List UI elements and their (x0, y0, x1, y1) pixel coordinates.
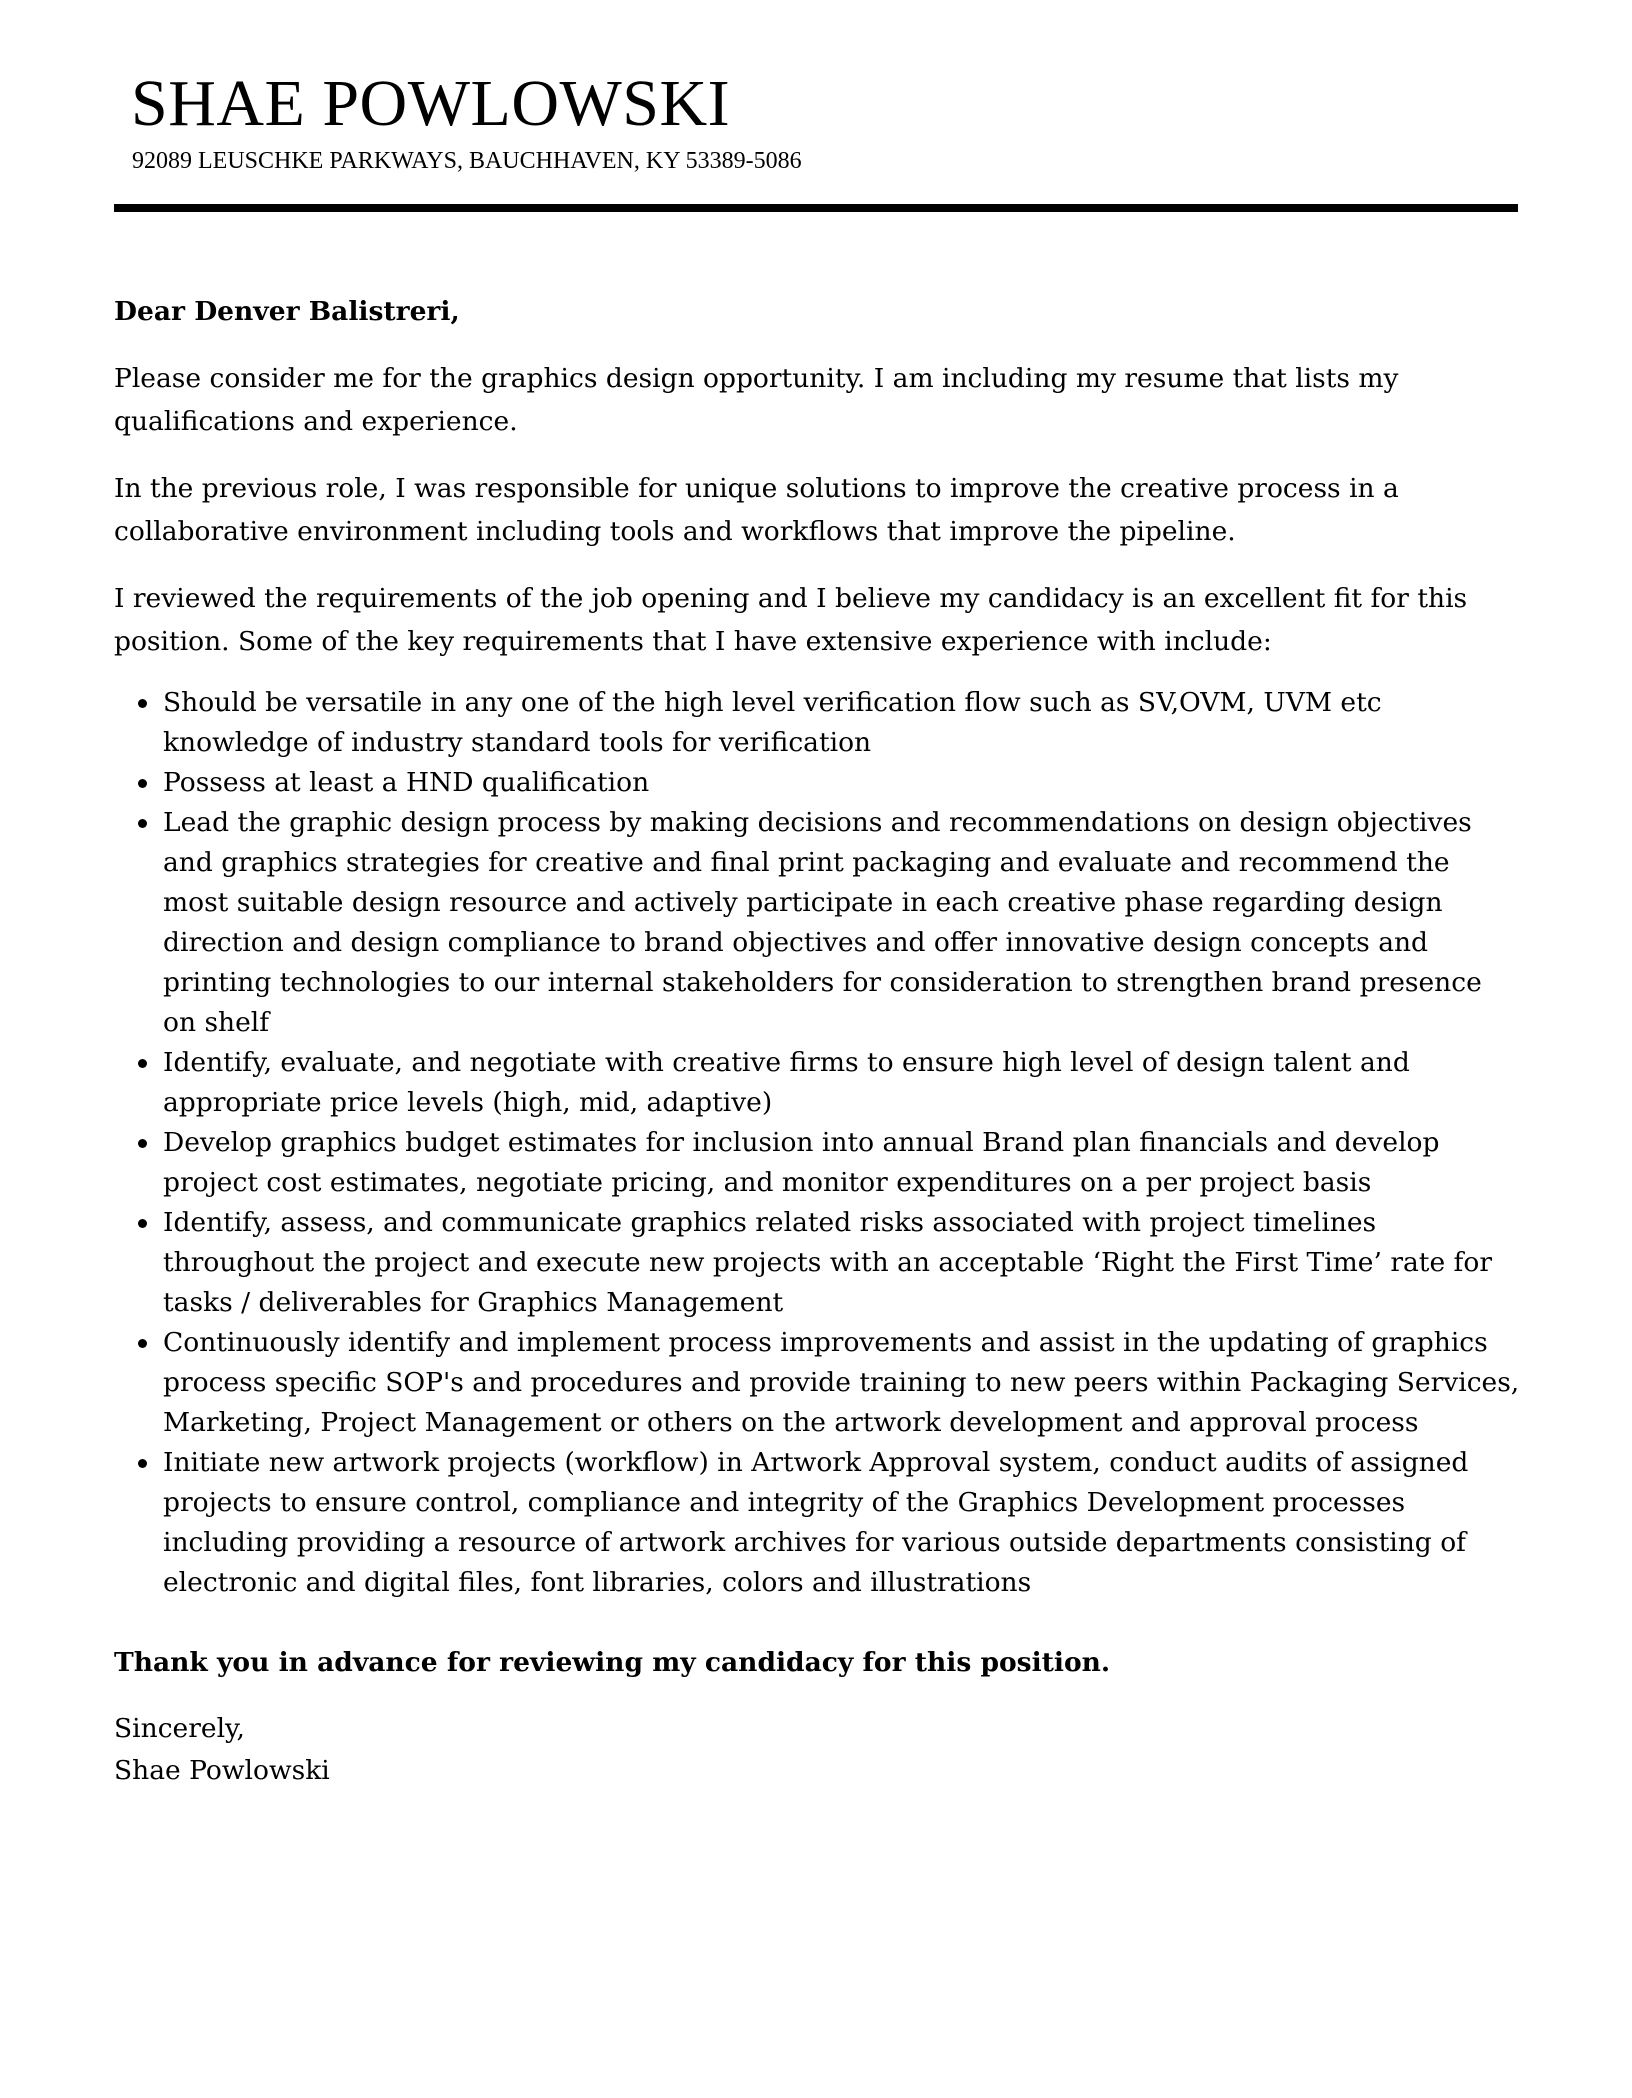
closing-statement: Thank you in advance for reviewing my candidacy for this position. (114, 1647, 1111, 1678)
letter-body (114, 290, 1518, 1792)
list-item-line: process specific SOP's and procedures and provide training to new peers within Packaging Services, (163, 1367, 1520, 1398)
paragraph-previous-role (114, 467, 1518, 553)
paragraph-intro (114, 357, 1518, 443)
bullet-icon (138, 1339, 147, 1348)
paragraph-line: In the previous role, I was responsible for unique solutions to improve the creative process in a (114, 473, 1399, 504)
list-item-line: Identify, evaluate, and negotiate with creative firms to ensure high level of design talent and (163, 1047, 1410, 1078)
bullet-icon (138, 1059, 147, 1068)
list-item-line: on shelf (163, 1007, 270, 1038)
salutation: Dear Denver Balistreri, (114, 296, 460, 327)
bullet-icon (138, 1139, 147, 1148)
list-item (114, 1443, 1518, 1603)
list-item (114, 803, 1518, 1043)
bullet-icon (138, 699, 147, 708)
list-item-line: appropriate price levels (high, mid, adaptive) (163, 1087, 773, 1118)
list-item-line: Marketing, Project Management or others on the artwork development and approval process (163, 1407, 1419, 1438)
paragraph-requirements-intro (114, 577, 1518, 663)
bullet-icon (138, 1219, 147, 1228)
list-item (114, 1323, 1518, 1443)
list-item-line: Continuously identify and implement process improvements and assist in the updating of graphics (163, 1327, 1488, 1358)
paragraph-line: collaborative environment including tools and workflows that improve the pipeline. (114, 516, 1236, 547)
list-item-line: printing technologies to our internal stakeholders for consideration to strengthen brand presence (163, 967, 1482, 998)
list-item (114, 1123, 1518, 1203)
paragraph-line: Please consider me for the graphics design opportunity. I am including my resume that lists my (114, 363, 1399, 394)
applicant-address: 92089 LEUSCHKE PARKWAYS, BAUCHHAVEN, KY 53389-5086 (132, 148, 802, 174)
requirements-list (114, 683, 1518, 1603)
list-item-line: Should be versatile in any one of the high level verification flow such as SV,OVM, UVM etc (163, 687, 1382, 718)
list-item (114, 683, 1518, 763)
list-item-line: Lead the graphic design process by making decisions and recommendations on design objectives (163, 807, 1472, 838)
bullet-icon (138, 779, 147, 788)
list-item-line: Initiate new artwork projects (workflow) in Artwork Approval system, conduct audits of assigned (163, 1447, 1469, 1478)
list-item-line: electronic and digital files, font libraries, colors and illustrations (163, 1567, 1032, 1598)
paragraph-line: qualifications and experience. (114, 406, 518, 437)
list-item-line: throughout the project and execute new projects with an acceptable ‘Right the First Time’ rate for (163, 1247, 1492, 1278)
list-item-line: most suitable design resource and actively participate in each creative phase regarding design (163, 887, 1443, 918)
list-item-line: and graphics strategies for creative and final print packaging and evaluate and recommend the (163, 847, 1450, 878)
list-item-line: knowledge of industry standard tools for verification (163, 727, 872, 758)
paragraph-line: position. Some of the key requirements that I have extensive experience with include: (114, 626, 1272, 657)
list-item (114, 1203, 1518, 1323)
list-item-line: projects to ensure control, compliance and integrity of the Graphics Development processes (163, 1487, 1406, 1518)
list-item-line: tasks / deliverables for Graphics Management (163, 1287, 784, 1318)
list-item (114, 1043, 1518, 1123)
signoff-text: Sincerely, (114, 1713, 245, 1744)
list-item-line: project cost estimates, negotiate pricing, and monitor expenditures on a per project basis (163, 1167, 1372, 1198)
list-item-line: Develop graphics budget estimates for inclusion into annual Brand plan financials and develop (163, 1127, 1440, 1158)
bullet-icon (138, 819, 147, 828)
paragraph-line: I reviewed the requirements of the job opening and I believe my candidacy is an excellent fit for this (114, 583, 1468, 614)
signature-name: Shae Powlowski (114, 1755, 330, 1786)
list-item-line: Identify, assess, and communicate graphics related risks associated with project timelines (163, 1207, 1377, 1238)
list-item (114, 763, 1518, 803)
bullet-icon (138, 1459, 147, 1468)
list-item-line: direction and design compliance to brand objectives and offer innovative design concepts and (163, 927, 1429, 958)
header-divider (114, 204, 1518, 212)
list-item-line: Possess at least a HND qualification (163, 767, 650, 798)
signoff-block (114, 1708, 1518, 1792)
list-item-line: including providing a resource of artwork archives for various outside departments consisting of (163, 1527, 1466, 1558)
applicant-name-heading: SHAE POWLOWSKI (131, 67, 731, 140)
